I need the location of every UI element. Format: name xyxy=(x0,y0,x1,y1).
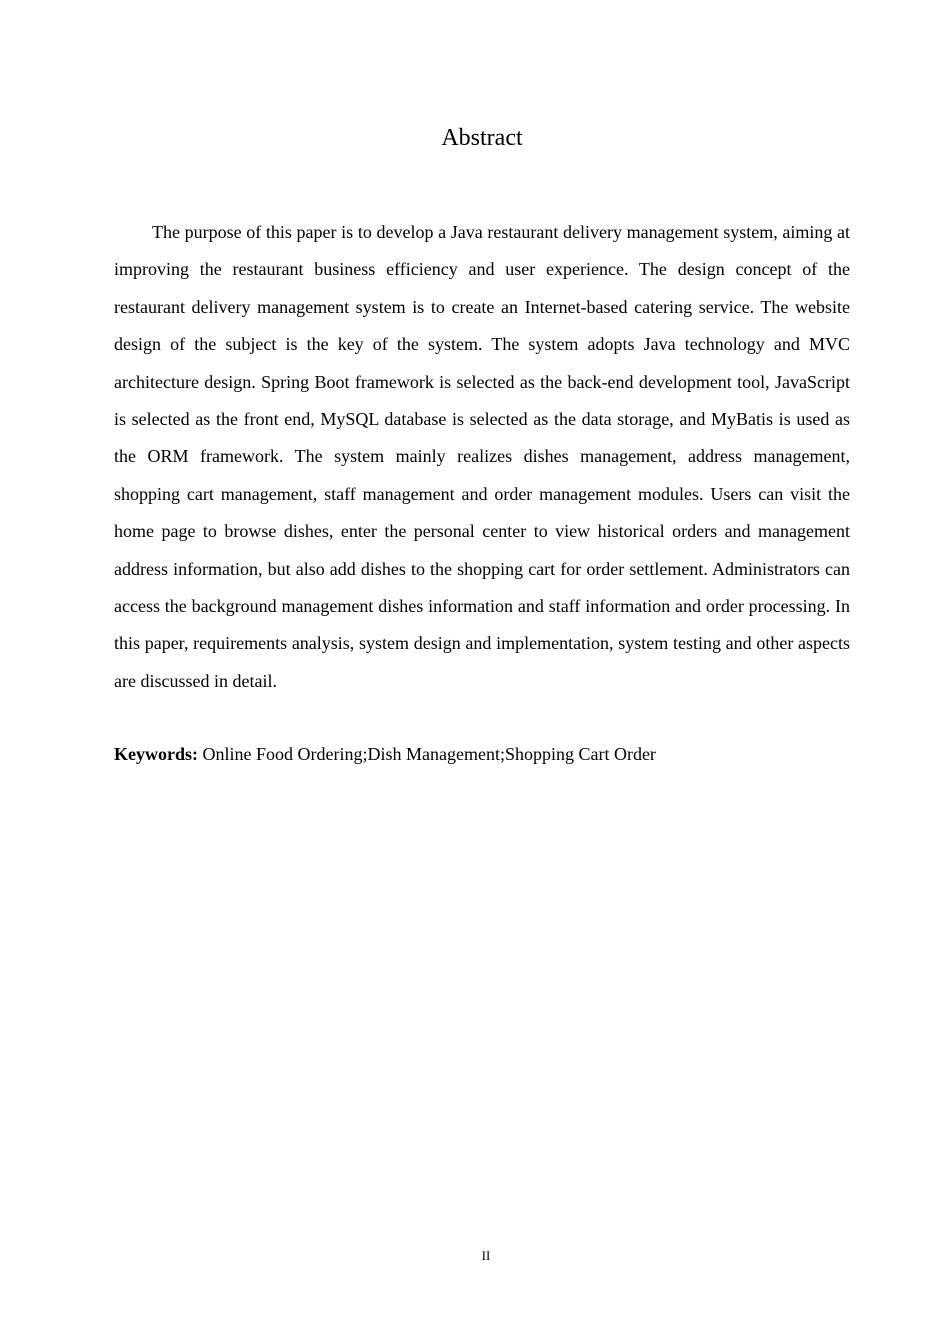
abstract-title: Abstract xyxy=(441,125,523,151)
abstract-paragraph: The purpose of this paper is to develop a Java restaurant delivery management system, aiming at improving the restaurant business efficiency and user experience. The design concept of the restaurant delivery management system is to create an Internet-based catering service. The website design of the subject is the key of the system. The system adopts Java technology and MVC architecture design. Spring Boot framework is selected as the back-end development tool, JavaScript is selected as the front end, MySQL database is selected as the data storage, and MyBatis is used as the ORM framework. The system mainly realizes dishes management, address management, shopping cart management, staff management and order management modules. Users can visit the home page to browse dishes, enter the personal center to view historical orders and management address information, but also add dishes to the shopping cart for order settlement. Administrators can access the background management dishes information and staff information and order processing. In this paper, requirements analysis, system design and implementation, system testing and other aspects are discussed in detail. xyxy=(114,222,850,691)
keywords-line xyxy=(114,738,850,770)
page-number: II xyxy=(481,1248,491,1263)
keywords-label: Keywords: xyxy=(114,744,198,764)
keywords-text: Online Food Ordering;Dish Management;Shopping Cart Order xyxy=(202,744,656,764)
